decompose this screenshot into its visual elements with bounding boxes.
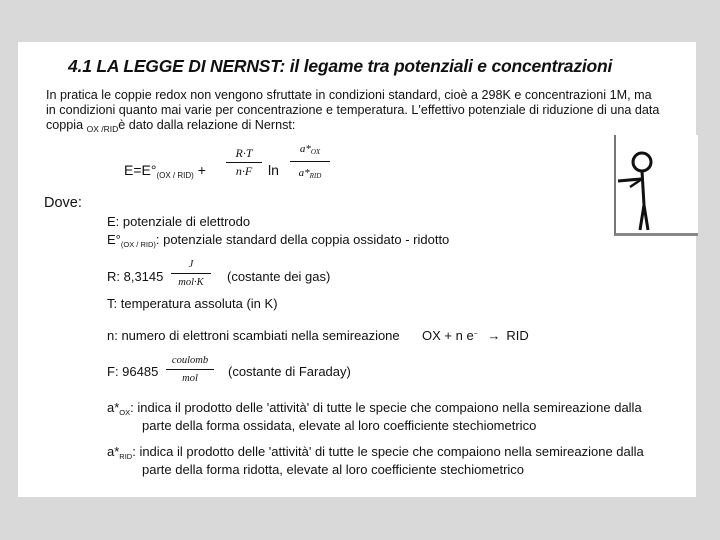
fraction-molk: mol·K	[178, 277, 204, 288]
fraction-j-molk	[171, 257, 211, 290]
fraction-rt-nf	[226, 146, 262, 179]
slide-title: 4.1 LA LEGGE DI NERNST: il legame tra potenziali e concentrazioni	[68, 56, 613, 76]
reaction-product: RID	[506, 328, 529, 343]
def-n: n: numero di elettroni scambiati nella semireazione	[107, 328, 400, 343]
fraction-coulomb-mol	[166, 353, 214, 386]
electron-charge: −	[473, 331, 478, 338]
fraction-mol: mol	[182, 373, 198, 384]
arid-subscript: RID	[309, 172, 322, 180]
def-f-value: F: 96485	[107, 364, 159, 379]
intro-line-2: in condizioni quanto mai varie per concentrazione e temperatura. L'effettivo potenziale di riduzione di una data	[46, 103, 660, 117]
reaction	[422, 328, 529, 343]
fraction-bar-4	[166, 369, 214, 370]
def-arid-continuation: parte della forma ridotta, elevate al loro coefficiente stechiometrico	[142, 462, 525, 477]
fraction-activities	[290, 142, 330, 181]
fraction-rt: R·T	[235, 146, 253, 160]
aox-subscript: OX	[310, 148, 321, 156]
intro-line-3	[46, 118, 686, 134]
fraction-aox	[290, 142, 330, 157]
reaction-reactants: OX + n e	[422, 328, 474, 343]
def-arid-text: : indica il prodotto delle 'attività' di tutte le specie che compaiono nella semireazione dalla	[132, 444, 644, 459]
def-aox-continuation: parte della forma ossidata, elevate al loro coefficiente stechiometrico	[142, 418, 537, 433]
def-e: E: potenziale di elettrodo	[107, 214, 251, 229]
def-aox	[107, 400, 642, 415]
fraction-arid	[290, 166, 330, 181]
def-t: T: temperatura assoluta (in K)	[107, 296, 278, 311]
equation-e: E=E°	[124, 162, 157, 178]
def-r-value: R: 8,3145	[107, 269, 164, 284]
def-r-label: (costante dei gas)	[227, 269, 331, 284]
arid-symbol: a*	[298, 167, 310, 179]
fraction-coulomb: coulomb	[171, 355, 209, 366]
def-f-label: (costante di Faraday)	[228, 364, 351, 379]
aox-symbol: a*	[299, 143, 311, 155]
stick-figure-icon	[616, 135, 698, 233]
def-aox-symbol: a*	[107, 400, 120, 415]
equation-plus: +	[197, 162, 206, 178]
def-arid-symbol: a*	[107, 444, 120, 459]
def-e0-subscript: (OX / RID)	[120, 240, 156, 249]
def-arid	[107, 444, 644, 459]
intro-paragraph	[46, 88, 686, 134]
fraction-j: J	[188, 259, 194, 270]
slide	[18, 42, 696, 497]
fraction-nf: n·F	[235, 164, 253, 178]
def-e0	[107, 232, 449, 247]
def-e0-symbol: E°	[107, 232, 121, 247]
equation-e-subscript: (OX / RID)	[156, 171, 194, 180]
equation-lhs	[124, 162, 206, 178]
equation-ln: ln	[268, 162, 279, 178]
reaction-arrow: →	[487, 328, 501, 343]
fraction-bar-2	[290, 161, 330, 162]
stick-figure-illustration	[614, 135, 698, 236]
fraction-bar-3	[171, 273, 211, 274]
intro-line-3-start: coppia	[46, 118, 87, 132]
def-e0-text: : potenziale standard della coppia ossidato - ridotto	[155, 232, 450, 247]
intro-line-3-end: è dato dalla relazione di Nernst:	[118, 118, 296, 132]
def-aox-subscript: OX	[119, 408, 131, 417]
couple-subscript: OX /RID	[86, 124, 119, 134]
dove-label: Dove:	[44, 195, 82, 211]
intro-line-1: In pratica le coppie redox non vengono sfruttate in condizioni standard, cioè a 298K e concentrazioni 1M, ma	[46, 88, 652, 102]
fraction-bar	[226, 162, 262, 163]
def-arid-subscript: RID	[119, 452, 133, 461]
def-aox-text: : indica il prodotto delle 'attività' di tutte le specie che compaiono nella semireazione dalla	[130, 400, 642, 415]
